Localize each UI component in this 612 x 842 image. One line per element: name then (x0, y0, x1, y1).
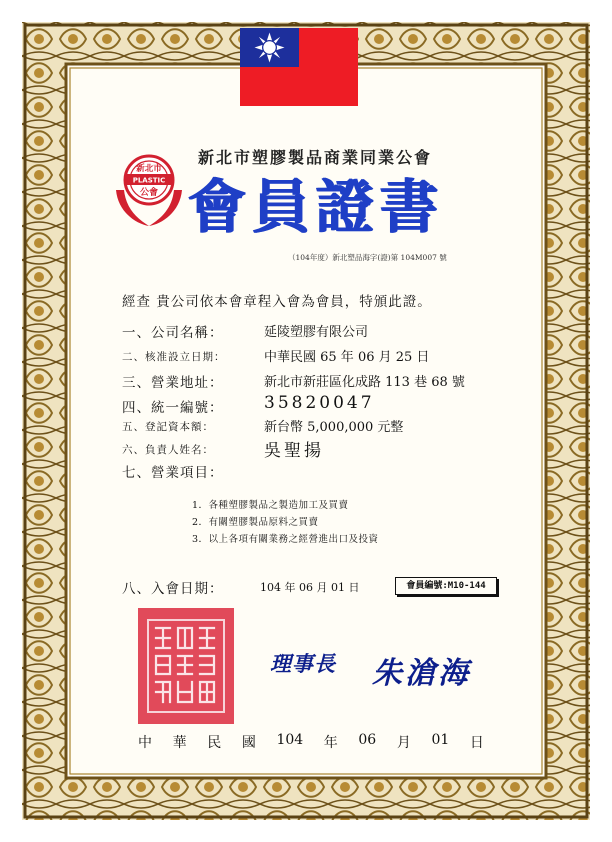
field-label: 二、核准設立日期： (122, 351, 226, 363)
certificate-title: 會員證書 (188, 173, 445, 241)
issue-date-part: 日 (469, 735, 484, 751)
field-label: 七、營業項目： (122, 465, 224, 481)
business-item: 2．有關塑膠製品原料之買賣 (192, 517, 319, 528)
field-label: 一、公司名稱： (122, 325, 224, 341)
issue-date-part: 104 (276, 732, 304, 748)
field-value: 新北市新莊區化成路 113 巷 68 號 (264, 375, 465, 390)
issue-date-part: 民 (207, 735, 222, 751)
field-value: 吳聖揚 (264, 441, 324, 461)
business-items-list (192, 497, 492, 548)
business-item: 1．各種塑膠製品之製造加工及買賣 (192, 500, 349, 511)
association-name: 新北市塑膠製品商業同業公會 (198, 148, 433, 167)
field-value: 延陵塑膠有限公司 (264, 325, 369, 340)
field-label: 五、登記資本額： (122, 421, 214, 433)
issue-date-part: 月 (396, 735, 411, 751)
member-number-box: 會員編號:M10-144 (395, 577, 497, 595)
emblem-text-top: 新北市 (136, 164, 162, 174)
business-item: 3．以上各項有關業務之經營進出口及投資 (192, 534, 379, 545)
emblem-text-bottom: 公會 (139, 188, 159, 198)
issue-date-part: 華 (172, 735, 187, 751)
field-label: 六、負責人姓名： (122, 444, 214, 456)
issue-date-part: 01 (431, 732, 450, 748)
chairman-title: 理事長 (270, 651, 336, 676)
field-label: 四、統一編號： (122, 400, 224, 416)
certification-statement: 經查 貴公司依本會章程入會為會員，特頒此證。 (122, 294, 432, 310)
field-value: 35820047 (264, 393, 375, 413)
field-label: 三、營業地址： (122, 375, 224, 391)
issue-date-part: 06 (358, 732, 377, 748)
issue-date-part: 年 (323, 735, 338, 751)
issue-date (138, 732, 484, 754)
roc-flag-icon (240, 28, 358, 106)
field-value: 新台幣 5,000,000 元整 (264, 420, 404, 435)
issue-date-part: 中 (138, 735, 152, 751)
emblem-text-band: PLASTIC (132, 176, 166, 185)
join-date-label: 八、入會日期： (122, 581, 224, 597)
association-emblem-icon (112, 150, 186, 230)
chairman-signature: 朱滄海 (372, 656, 471, 691)
join-date-value: 104 年 06 月 01 日 (260, 581, 360, 594)
field-value: 中華民國 65 年 06 月 25 日 (264, 350, 430, 365)
association-seal-stamp-icon (138, 608, 234, 724)
certificate-reference-number: （104年度）新北塑品海字(證)第 104M007 號 (288, 253, 447, 262)
issue-date-part: 國 (241, 735, 256, 751)
